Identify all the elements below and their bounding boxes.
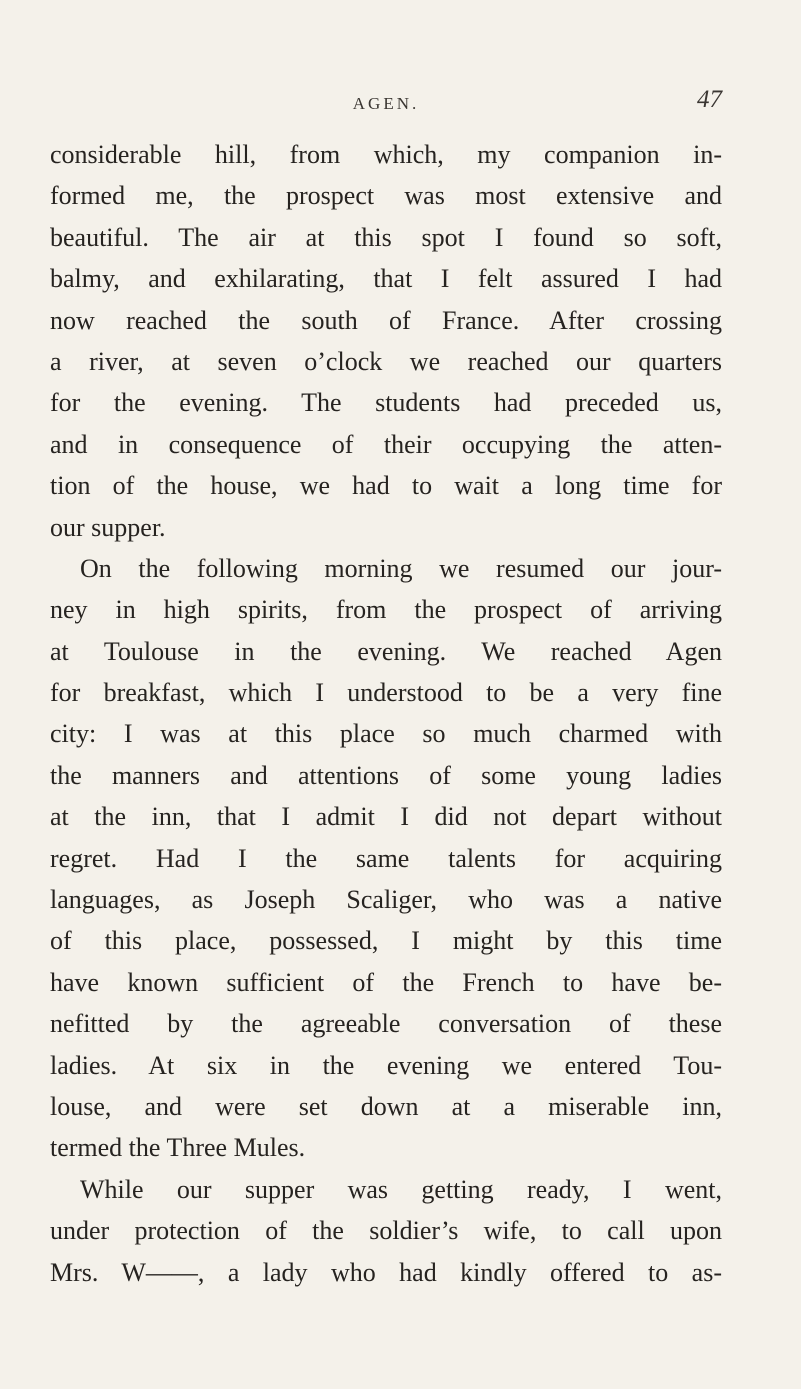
text-line: balmy, and exhilarating, that I felt assured I had <box>50 264 722 294</box>
text-line: of this place, possessed, I might by this time <box>50 926 722 956</box>
text-line: termed the Three Mules. <box>50 1133 306 1163</box>
text-line: considerable hill, from which, my companion in- <box>50 140 722 169</box>
body-text <box>50 134 722 1293</box>
text-line: under protection of the soldier’s wife, to call upon <box>50 1216 722 1246</box>
text-line: On the following morning we resumed our jour- <box>80 553 722 583</box>
text-line: have known sufficient of the French to have be- <box>50 967 722 997</box>
text-line: the manners and attentions of some young ladies <box>50 760 722 790</box>
text-line: for breakfast, which I understood to be a very fine <box>50 678 722 708</box>
text-line: While our supper was getting ready, I went, <box>80 1174 722 1204</box>
text-line: a river, at seven o’clock we reached our quarters <box>50 346 722 376</box>
text-line: ney in high spirits, from the prospect of arriving <box>50 595 722 625</box>
running-head: AGEN. <box>352 94 420 113</box>
text-line: our supper. <box>50 512 166 542</box>
page-header <box>50 86 722 118</box>
text-line: at Toulouse in the evening. We reached Agen <box>50 636 722 666</box>
text-line: Mrs. W——, a lady who had kindly offered to as- <box>50 1257 722 1287</box>
text-line: nefitted by the agreeable conversation of these <box>50 1009 722 1039</box>
text-line: beautiful. The air at this spot I found so soft, <box>50 222 722 252</box>
text-line: city: I was at this place so much charmed with <box>50 719 722 749</box>
text-line: for the evening. The students had preceded us, <box>50 388 722 418</box>
text-line: languages, as Joseph Scaliger, who was a native <box>50 885 722 915</box>
text-line: ladies. At six in the evening we entered Tou- <box>50 1050 722 1080</box>
text-line: regret. Had I the same talents for acquiring <box>50 843 722 873</box>
page-number: 47 <box>697 86 722 113</box>
text-line: louse, and were set down at a miserable inn, <box>50 1091 722 1121</box>
text-line: tion of the house, we had to wait a long time for <box>50 471 722 501</box>
text-line: formed me, the prospect was most extensive and <box>50 181 722 211</box>
text-line: at the inn, that I admit I did not depart without <box>50 802 722 832</box>
text-line: and in consequence of their occupying the atten- <box>50 429 722 459</box>
text-line: now reached the south of France. After crossing <box>50 305 722 335</box>
